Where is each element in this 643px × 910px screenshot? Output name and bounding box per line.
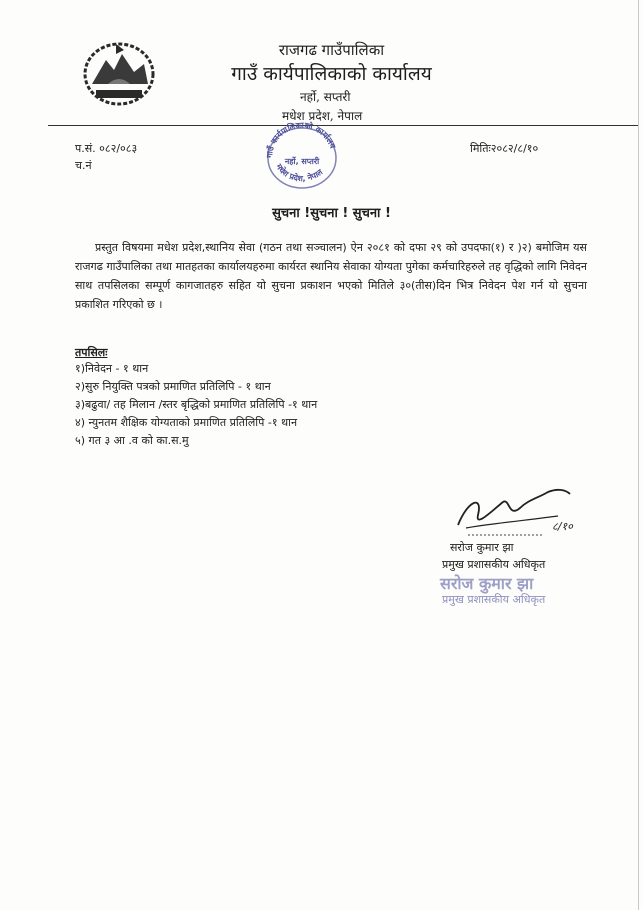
list-item: २)सुरु नियुक्ति पत्रको प्रमाणित प्रतिलिपि - १ थान [75, 380, 271, 393]
location-line-1: नर्हो, सप्तरी [300, 90, 351, 104]
list-item: ४) न्युनतम शैक्षिक योग्यताको प्रमाणित प्रतिलिपि -१ थान [75, 416, 298, 429]
list-item: ३)बढुवा/ तह मिलान /स्तर बृद्धिको प्रमाणित प्रतिलिपि -१ थान [75, 398, 318, 411]
header-divider [48, 125, 638, 126]
list-item: १)निवेदन - १ थान [75, 362, 149, 375]
name-stamp: सरोज कुमार झा [440, 574, 534, 593]
notice-subject: सुचना !सुचना ! सुचना ! [272, 206, 391, 221]
svg-text:गाउँ कार्यपालिकाको कार्यालय: गाउँ कार्यपालिकाको कार्यालय [264, 120, 338, 159]
signatory-title: प्रमुख प्रशासकीय अधिकृत [442, 558, 546, 571]
signatory-name: सरोज कुमार झा [450, 541, 514, 554]
office-stamp [262, 118, 342, 193]
location-line-2: मधेश प्रदेश, नेपाल [282, 109, 363, 123]
office-name: गाउँ कार्यपालिकाको कार्यालय [231, 63, 432, 85]
notice-body: प्रस्तुत विषयमा मधेश प्रदेश,स्थानिय सेवा (गठन तथा सञ्चालन) ऐन २०८१ को दफा २९ को उपदफा(१) र )२) बमोजिम यस राजगढ गाउँपालिका तथा मातहतका कार्यालयहरुमा कार्यरत स्थानिय सेवाका योग्यता पुगेका कर्मचारिहरुले तह वृद्धिको लागि निवेदन साथ तपसिलका सम्पूर्ण कागजातहरु सहित यो सुचना प्रकाशन भएको मितिले ३०(तीस)दिन भित्र निवेदन पेश गर्न यो सुचना प्रकाशित गरिएको छ । [75, 241, 587, 311]
svg-text:नर्हो, सप्तरी: नर्हो, सप्तरी [284, 157, 320, 166]
municipality-name: राजगढ गाउँपालिका [278, 41, 385, 59]
handwritten-signature [448, 480, 578, 540]
letter-number: प.सं. ०८२/०८३ [75, 142, 138, 155]
schedule-list [75, 360, 317, 450]
signature-date: ८/१० [552, 520, 573, 533]
dispatch-number: च.नं [75, 159, 92, 172]
svg-text:मधेश प्रदेश, नेपाल: मधेश प्रदेश, नेपाल [274, 162, 325, 184]
title-stamp: प्रमुख प्रशासकीय अधिकृत [442, 593, 546, 606]
page-edge [638, 0, 639, 910]
list-item: ५) गत ३ आ .व को का.स.मु [75, 434, 189, 447]
letter-date: मितिः२०८२/८/१० [470, 142, 539, 155]
schedule-heading: तपसिलः [75, 346, 108, 359]
